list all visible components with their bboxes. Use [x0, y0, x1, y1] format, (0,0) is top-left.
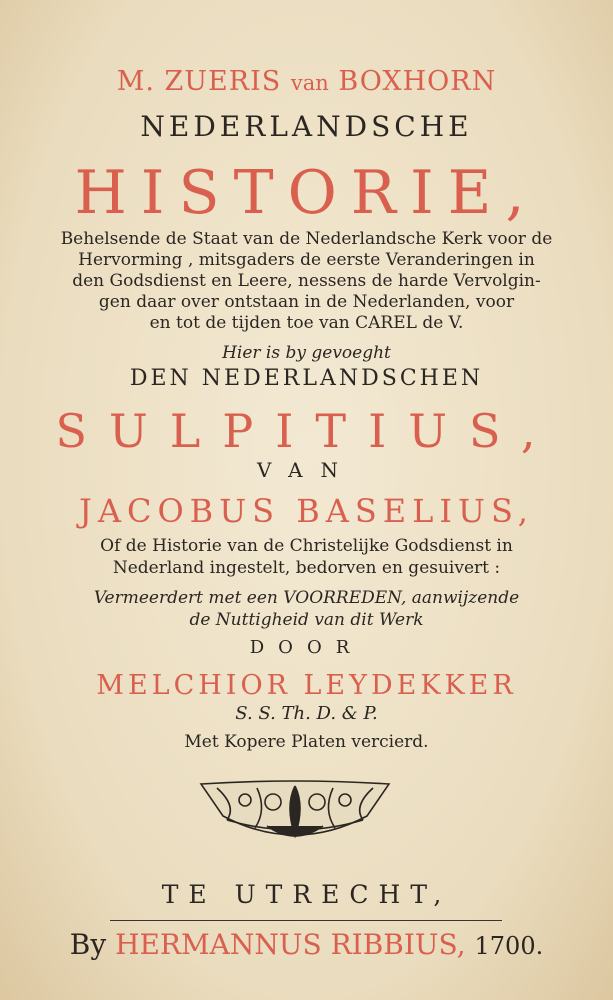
subtitle-line-1: DEN NEDERLANDSCHEN — [129, 366, 484, 391]
description-line: en tot de tijden toe van CAREL de V. — [149, 313, 464, 333]
editor-name: MELCHIOR LEYDEKKER — [96, 670, 517, 701]
printer-ornament-icon — [197, 776, 393, 854]
description-line: Behelsende de Staat van de Nederlandsche Kerk voor de — [60, 229, 553, 249]
door-word: DOOR — [249, 637, 364, 658]
subtitle-line-2: SULPITIUS, — [55, 404, 558, 458]
second-author: JACOBUS BASELIUS, — [79, 492, 534, 530]
second-description-line: Of de Historie van de Christelijke Godsdienst in — [100, 536, 513, 556]
divider-rule — [110, 920, 502, 921]
author-line — [0, 66, 613, 97]
printer-year: 1700. — [474, 932, 544, 960]
description-line: gen daar over ontstaan in de Nederlanden, voor — [98, 292, 515, 312]
editor-degrees: S. S. Th. D. & P. — [235, 703, 378, 724]
printer-by: By — [69, 928, 107, 961]
title-line-2: HISTORIE, — [74, 158, 539, 228]
author-surname: BOXHORN — [338, 66, 497, 97]
author-prefix: M. ZUERIS — [116, 66, 282, 97]
city-line: TE UTRECHT, — [161, 880, 452, 909]
printer-line — [0, 928, 613, 961]
van-word: VAN — [256, 458, 357, 482]
second-description-line: Nederland ingestelt, bedorven en gesuivert : — [112, 558, 501, 578]
author-particle: van — [290, 71, 329, 95]
description-line: Hervorming , mitsgaders de eerste Veranderingen in — [78, 250, 535, 270]
description-line: den Godsdienst en Leere, nessens de harde Vervolgin- — [72, 271, 541, 291]
plates-note: Met Kopere Platen vercierd. — [184, 732, 429, 752]
preface-line: de Nuttigheid van dit Werk — [189, 610, 424, 630]
title-line-1: NEDERLANDSCHE — [140, 110, 473, 143]
printer-name: HERMANNUS RIBBIUS, — [115, 928, 466, 961]
preface-line: Vermeerdert met een VOORREDEN, aanwijzende — [93, 588, 520, 608]
added-note: Hier is by gevoeght — [222, 343, 391, 363]
